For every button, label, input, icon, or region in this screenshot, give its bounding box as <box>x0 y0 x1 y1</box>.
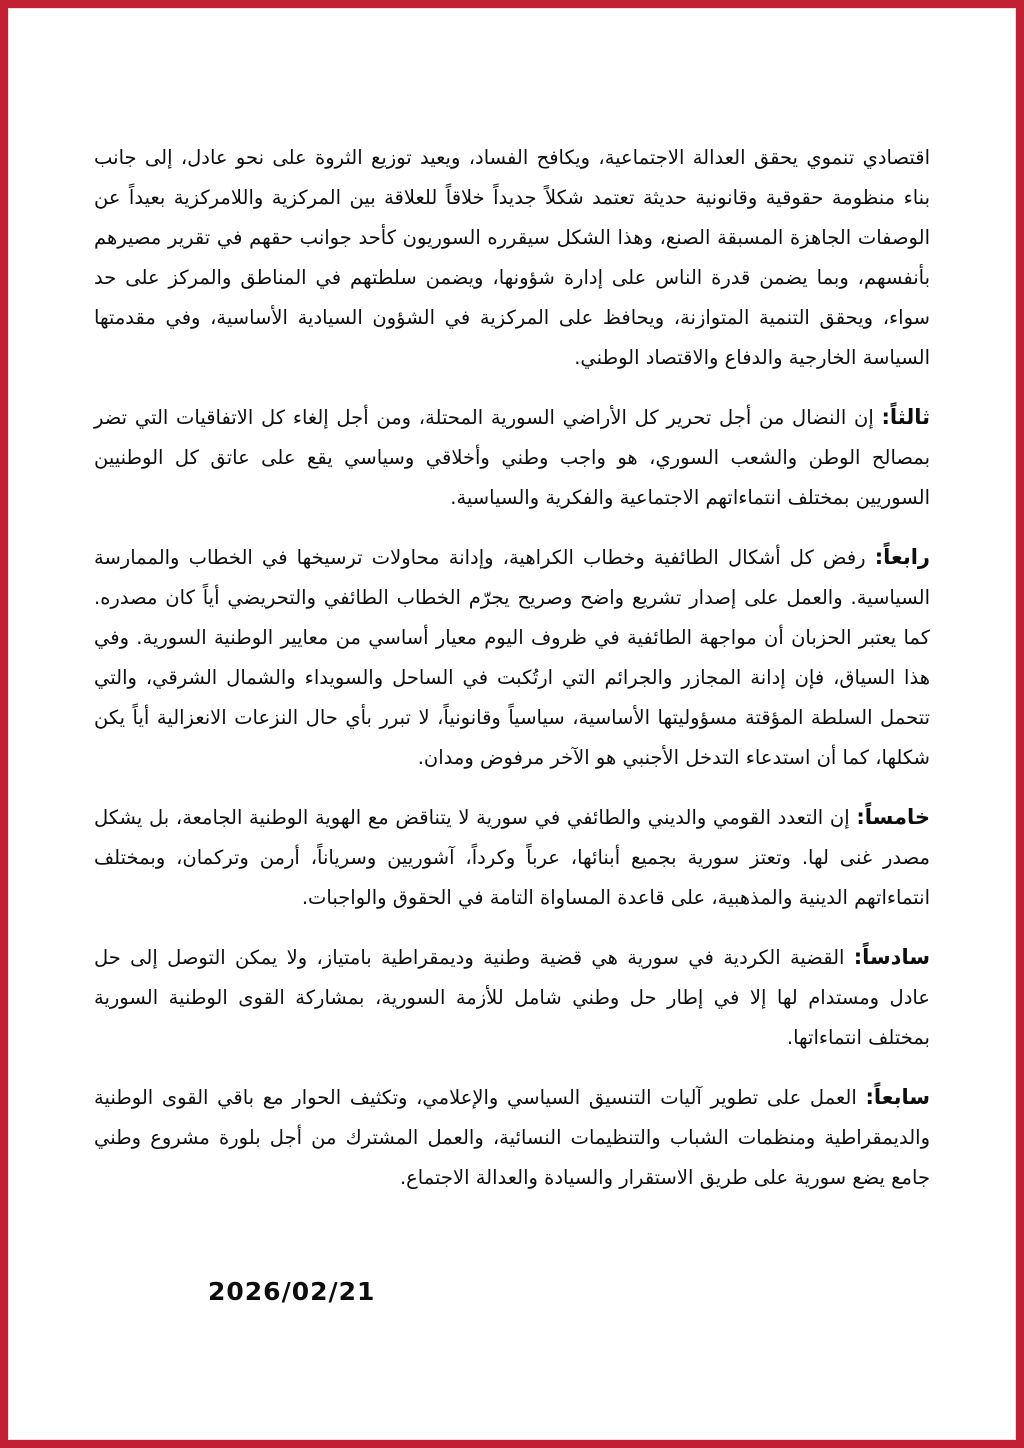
document-date: 2026/02/21 <box>208 1277 376 1306</box>
paragraph-seventh <box>94 1077 930 1198</box>
document-body <box>8 8 1016 1312</box>
paragraph-sixth <box>94 937 930 1058</box>
paragraph-keyword: ثالثاً: <box>881 405 930 429</box>
paragraph-keyword: سادساً: <box>853 945 930 969</box>
paragraph-fifth <box>94 797 930 918</box>
paragraph-keyword: سابعاً: <box>865 1085 930 1109</box>
paragraph-continuation <box>94 138 930 378</box>
paragraph-text: رفض كل أشكال الطائفية وخطاب الكراهية، وإدانة محاولات ترسيخها في الخطاب والممارسة السياسية. والعمل على إصدار تشريع واضح وصريح يجرّم الخطاب الطائفي والتحريضي أياً كان مصدره. كما يعتبر الحزبان أن مواجهة الطائفية في ظروف اليوم معيار أساسي من معايير الوطنية السورية. وفي هذا السياق، فإن إدانة المجازر والجرائم التي ارتُكبت في الساحل والسويداء والشمال الشرقي، والتي تتحمل السلطة المؤقتة مسؤوليتها الأساسية، سياسياً وقانونياً، لا تبرر بأي حال النزعات الانعزالية أياً يكن شكلها، كما أن استدعاء التدخل الأجنبي هو الآخر مرفوض ومدان. <box>94 546 930 769</box>
paragraph-keyword: خامساً: <box>856 805 930 829</box>
paragraph-text: إن النضال من أجل تحرير كل الأراضي السورية المحتلة، ومن أجل إلغاء كل الاتفاقيات التي تضر بمصالح الوطن والشعب السوري، هو واجب وطني وأخلاقي وسياسي يقع على عاتق كل الوطنيين السوريين بمختلف انتماءاتهم الاجتماعية والفكرية والسياسية. <box>94 406 930 509</box>
paragraph-text: القضية الكردية في سورية هي قضية وطنية وديمقراطية بامتياز، ولا يمكن التوصل إلى حل عادل ومستدام لها إلا في إطار حل وطني شامل للأزمة السورية، بمشاركة القوى الوطنية السورية بمختلف انتماءاتها. <box>94 946 930 1049</box>
paragraph-text: العمل على تطوير آليات التنسيق السياسي والإعلامي، وتكثيف الحوار مع باقي القوى الوطنية والديمقراطية ومنظمات الشباب والتنظيمات النسائية، والعمل المشترك من أجل بلورة مشروع وطني جامع يضع سورية على طريق الاستقرار والسيادة والعدالة الاجتماع. <box>94 1086 930 1189</box>
paragraph-third <box>94 397 930 518</box>
paragraph-text: إن التعدد القومي والديني والطائفي في سورية لا يتناقض مع الهوية الوطنية الجامعة، بل يشكل مصدر غنى لها. وتعتز سورية بجميع أبنائها، عرباً وكرداً، آشوريين وسرياناً، أرمن وتركمان، وبمختلف انتماءاتهم الدينية والمذهبية، على قاعدة المساواة التامة في الحقوق والواجبات. <box>94 806 930 909</box>
paragraph-fourth <box>94 537 930 778</box>
paragraph-keyword: رابعاً: <box>874 545 930 569</box>
paragraph-text: اقتصادي تنموي يحقق العدالة الاجتماعية، ويكافح الفساد، ويعيد توزيع الثروة على نحو عادل، إلى جانب بناء منظومة حقوقية وقانونية حديثة تعتمد شكلاً جديداً خلاقاً للعلاقة بين المركزية واللامركزية بعيداً عن الوصفات الجاهزة المسبقة الصنع، وهذا الشكل سيقرره السوريون كأحد جوانب حقهم في تقرير مصيرهم بأنفسهم، وبما يضمن قدرة الناس على إدارة شؤونها، ويضمن سلطتهم في المناطق والمركز على حد سواء، ويحقق التنمية المتوازنة، ويحافظ على المركزية في الشؤون السيادية الأساسية، وفي مقدمتها السياسة الخارجية والدفاع والاقتصاد الوطني. <box>94 146 930 369</box>
